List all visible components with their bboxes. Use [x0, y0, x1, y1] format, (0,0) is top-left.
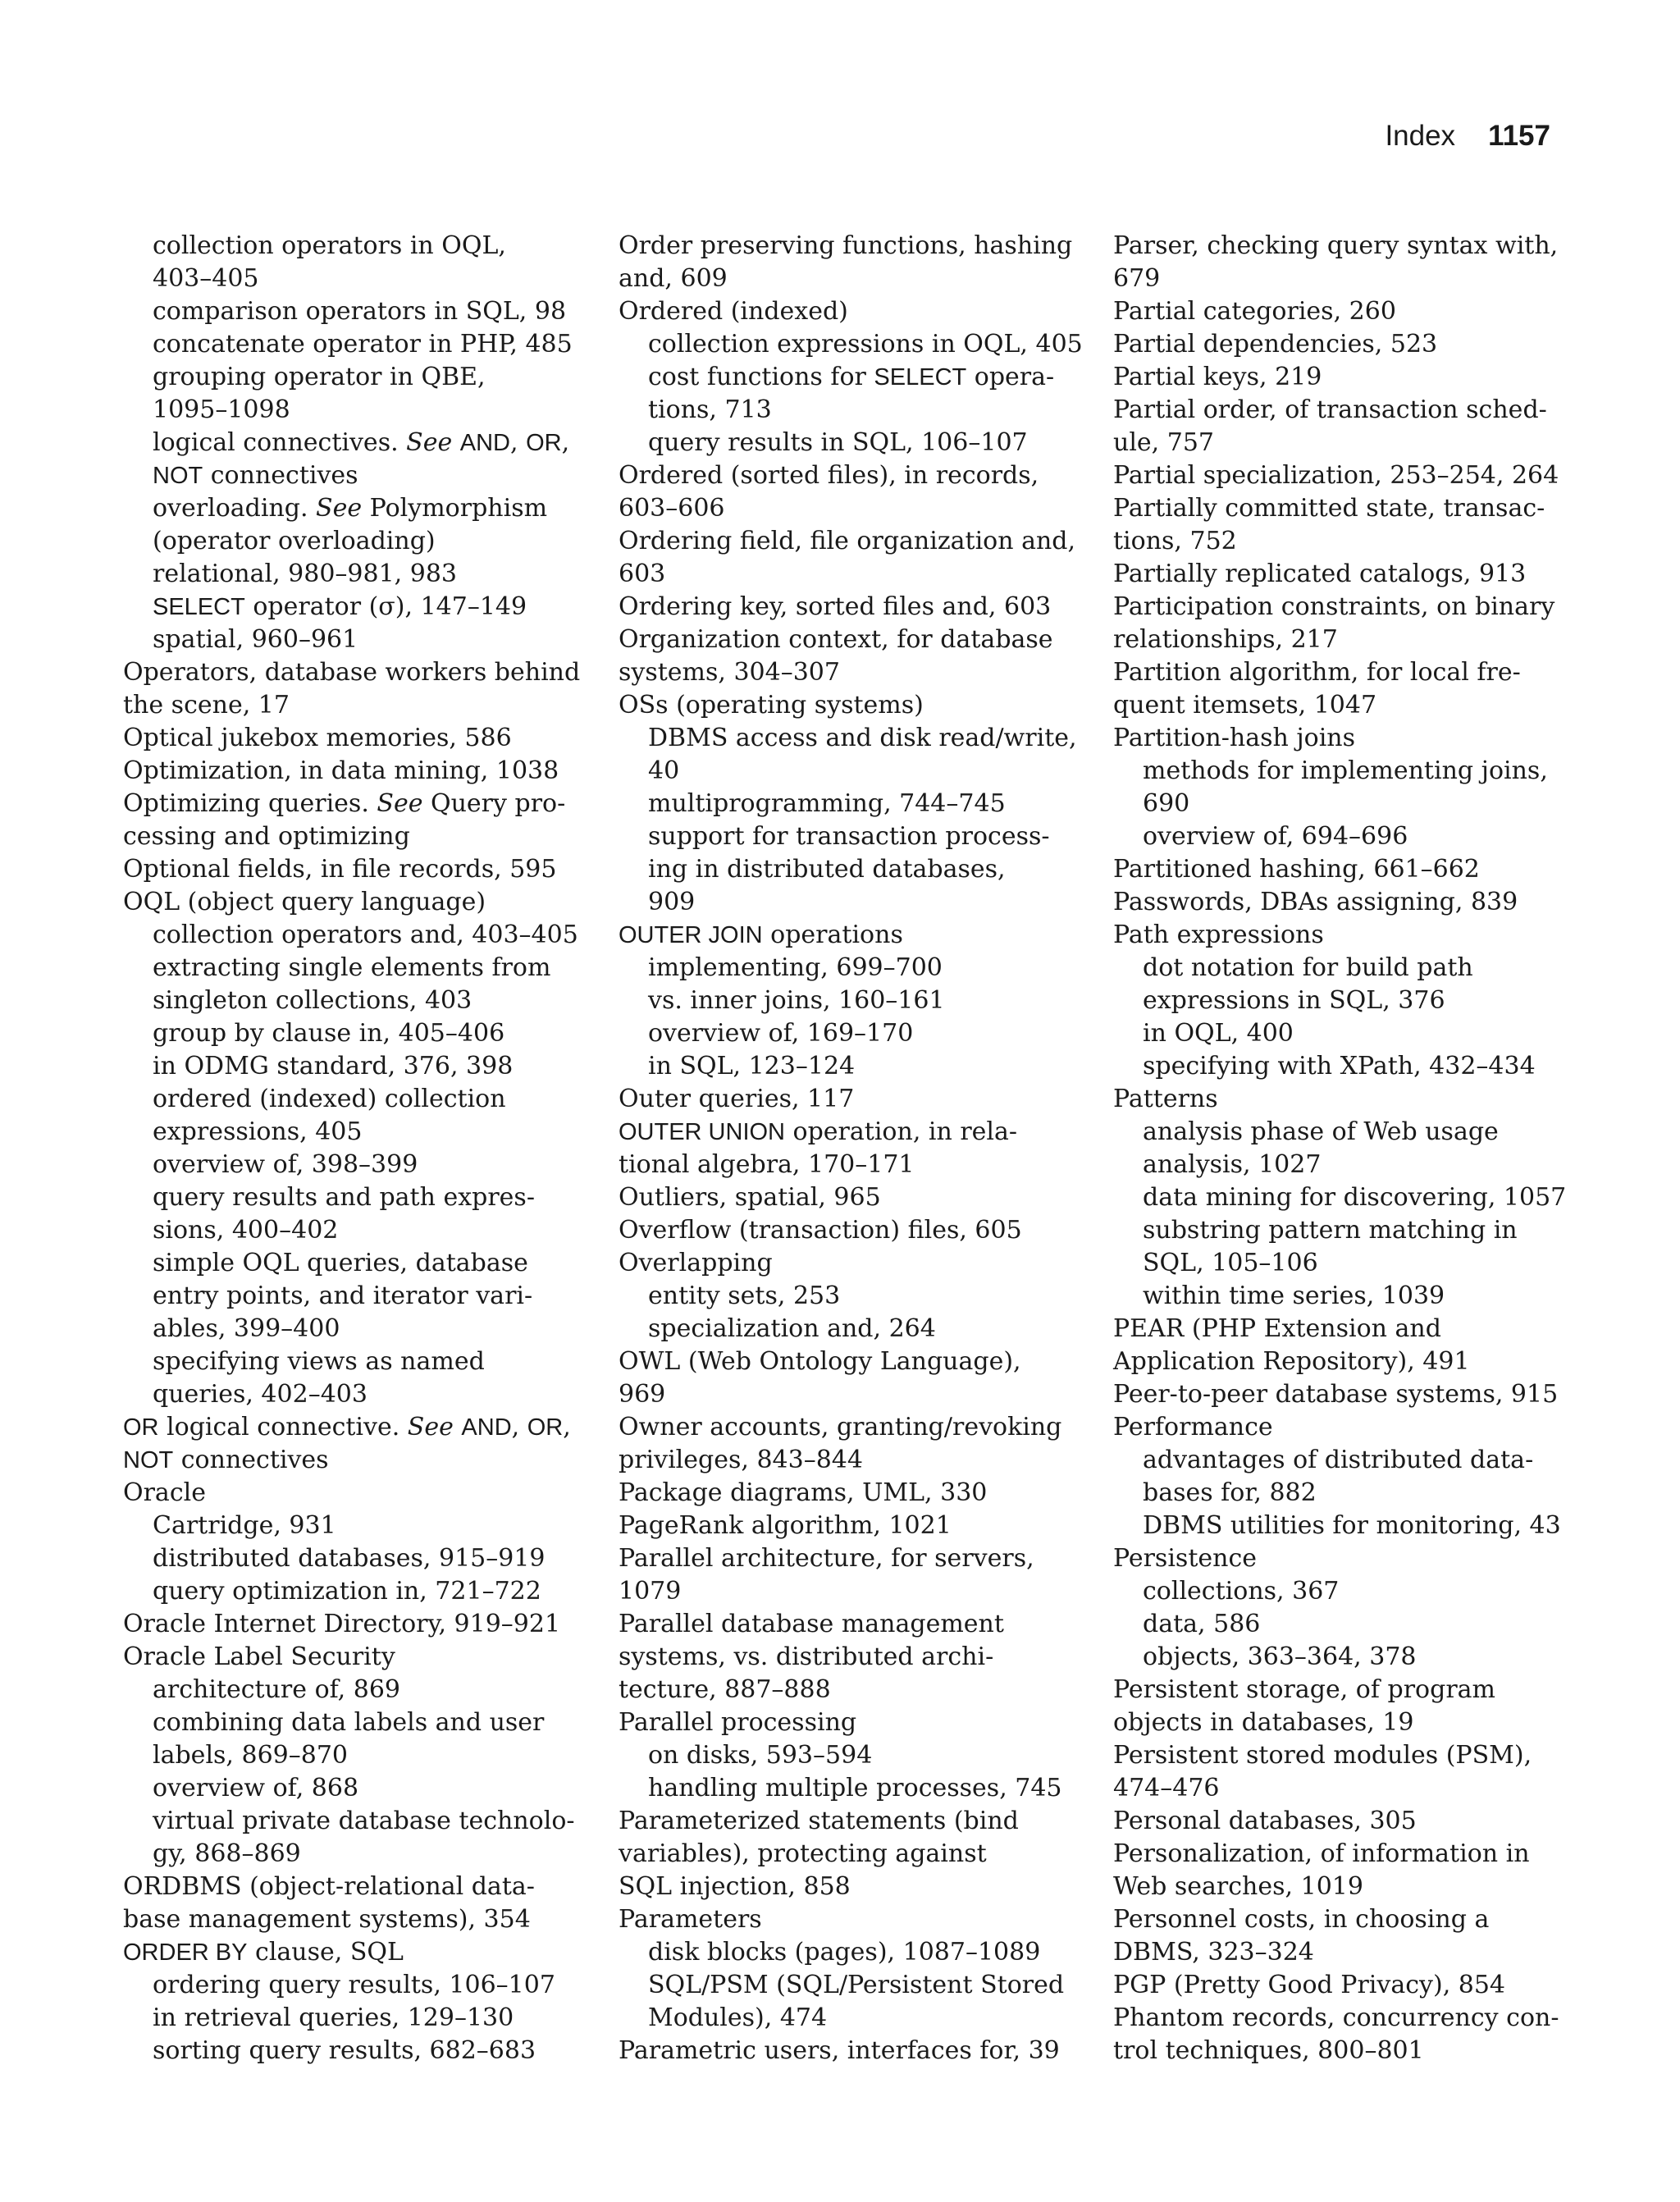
- index-entry: [1113, 1411, 1566, 1444]
- index-entry: [1113, 1378, 1566, 1411]
- index-entry-line: entry points, and iterator vari-: [153, 1281, 533, 1310]
- index-entry-line: OQL (object query language): [123, 888, 486, 916]
- index-entry-line: Ordered (sorted files), in records,: [619, 461, 1039, 490]
- index-entry-line: Partial keys, 219: [1113, 363, 1322, 391]
- index-entry-line: 603: [619, 560, 666, 588]
- index-entry: [1113, 230, 1566, 295]
- index-entry-line: systems, vs. distributed archi-: [619, 1642, 994, 1671]
- index-entry-line: Ordering field, file organization and,: [619, 527, 1076, 555]
- index-entry-line: OR logical connective. See AND, OR,: [123, 1413, 571, 1441]
- index-subentry: [123, 492, 576, 558]
- index-subentry: [123, 230, 576, 295]
- index-entry-line: virtual private database technolo-: [153, 1807, 575, 1835]
- index-entry-line: Partially committed state, transac-: [1113, 494, 1545, 523]
- index-subentry: [619, 1280, 1071, 1313]
- index-entry-line: tions, 752: [1113, 527, 1237, 555]
- index-entry: [1113, 1313, 1566, 1378]
- index-subentry: [123, 591, 576, 624]
- index-entry-line: Partition-hash joins: [1113, 724, 1356, 752]
- index-entry-line: data, 586: [1143, 1610, 1261, 1638]
- index-entry: [619, 1247, 1071, 1280]
- index-entry: [123, 1608, 576, 1641]
- index-entry: [619, 1608, 1071, 1706]
- index-entry-line: Peer-to-peer database systems, 915: [1113, 1380, 1559, 1409]
- index-subentry: [619, 1739, 1071, 1772]
- index-subentry: [123, 1083, 576, 1149]
- index-entry-line: data mining for discovering, 1057: [1143, 1183, 1567, 1212]
- index-subentry: [1113, 1050, 1566, 1083]
- page-number: 1157: [1488, 120, 1550, 152]
- index-entry-line: in OQL, 400: [1143, 1019, 1294, 1048]
- index-entry-line: in retrieval queries, 129–130: [153, 2003, 514, 2032]
- index-subentry: [123, 427, 576, 492]
- index-entry-line: ule, 757: [1113, 428, 1215, 457]
- index-entry-line: OWL (Web Ontology Language),: [619, 1347, 1021, 1376]
- index-entry: [1113, 886, 1566, 919]
- index-entry-line: Modules), 474: [648, 2003, 828, 2032]
- index-column-middle: [619, 230, 1083, 2067]
- index-entry: [123, 788, 576, 853]
- index-entry: [123, 755, 576, 788]
- index-entry: [619, 591, 1071, 624]
- index-entry-line: Persistence: [1113, 1544, 1258, 1573]
- index-entry-line: dot notation for build path: [1143, 953, 1473, 982]
- running-head: [1385, 120, 1550, 153]
- index-entry-line: distributed databases, 915–919: [153, 1544, 546, 1573]
- index-subentry: [619, 1313, 1071, 1345]
- index-entry: [123, 722, 576, 755]
- index-entry-line: collection operators in OQL,: [153, 231, 506, 260]
- index-entry-line: gy, 868–869: [153, 1839, 301, 1868]
- index-entry-line: tecture, 887–888: [619, 1675, 831, 1704]
- index-entry-line: trol techniques, 800–801: [1113, 2036, 1424, 2065]
- index-entry-line: in ODMG standard, 376, 398: [153, 1052, 514, 1080]
- index-entry-line: specialization and, 264: [648, 1314, 936, 1343]
- index-entry-line: OSs (operating systems): [619, 691, 924, 720]
- index-subentry: [123, 919, 576, 952]
- index-entry-line: cessing and optimizing: [123, 822, 410, 851]
- index-entry-line: Parallel architecture, for servers,: [619, 1544, 1034, 1573]
- index-entry-line: Operators, database workers behind: [123, 658, 581, 687]
- index-entry-line: Oracle Internet Directory, 919–921: [123, 1610, 561, 1638]
- index-entry-line: Order preserving functions, hashing: [619, 231, 1073, 260]
- index-entry: [1113, 361, 1566, 394]
- index-subentry: [619, 788, 1071, 820]
- index-entry: [1113, 853, 1566, 886]
- index-entry-line: handling multiple processes, 745: [648, 1774, 1062, 1802]
- index-subentry: [123, 361, 576, 427]
- index-entry-line: Parameterized statements (bind: [619, 1807, 1019, 1835]
- index-entry-line: labels, 869–870: [153, 1741, 349, 1770]
- index-entry: [123, 1411, 576, 1477]
- index-entry-line: overview of, 868: [153, 1774, 359, 1802]
- index-entry-line: on disks, 593–594: [648, 1741, 873, 1770]
- index-subentry: [123, 1050, 576, 1083]
- index-entry-line: 474–476: [1113, 1774, 1220, 1802]
- index-entry-line: implementing, 699–700: [648, 953, 943, 982]
- index-entry-line: SQL/PSM (SQL/Persistent Stored: [648, 1971, 1065, 1999]
- running-head-section: Index: [1385, 120, 1456, 152]
- index-subentry: [1113, 1608, 1566, 1641]
- index-entry-line: overview of, 169–170: [648, 1019, 914, 1048]
- index-entry: [123, 1871, 576, 1936]
- index-entry-line: singleton collections, 403: [153, 986, 472, 1015]
- index-subentry: [123, 1247, 576, 1345]
- index-entry: [619, 1083, 1071, 1116]
- index-entry: [619, 459, 1071, 525]
- index-subentry: [619, 722, 1077, 788]
- index-entry-line: Personal databases, 305: [1113, 1807, 1417, 1835]
- index-subentry: [619, 1017, 1071, 1050]
- index-entry-line: bases for, 882: [1143, 1478, 1317, 1507]
- index-entry-line: Cartridge, 931: [153, 1511, 336, 1540]
- index-entry-line: base management systems), 354: [123, 1905, 531, 1934]
- index-subentry: [123, 558, 576, 591]
- index-entry-line: PEAR (PHP Extension and: [1113, 1314, 1441, 1343]
- index-entry: [619, 919, 1071, 952]
- index-entry-line: ing in distributed databases,: [648, 855, 1006, 884]
- index-entry-line: logical connectives. See AND, OR,: [153, 428, 570, 457]
- index-entry-line: Organization context, for database: [619, 625, 1053, 654]
- index-entry: [619, 1345, 1071, 1411]
- index-entry: [1113, 1903, 1566, 1969]
- index-entry-line: substring pattern matching in: [1143, 1216, 1518, 1245]
- index-subentry: [619, 1050, 1071, 1083]
- index-subentry: [619, 1936, 1071, 1969]
- index-entry-line: ables, 399–400: [153, 1314, 340, 1343]
- index-entry-line: objects in databases, 19: [1113, 1708, 1414, 1737]
- index-subentry: [123, 328, 576, 361]
- index-entry: [619, 1805, 1071, 1903]
- index-entry-line: multiprogramming, 744–745: [648, 789, 1006, 818]
- index-entry-line: Web searches, 1019: [1113, 1872, 1363, 1901]
- index-entry-line: privileges, 843–844: [619, 1446, 863, 1474]
- index-entry-line: Parallel processing: [619, 1708, 857, 1737]
- index-subentry: [123, 1542, 576, 1575]
- index-entry-line: Performance: [1113, 1413, 1273, 1441]
- index-entry-line: Participation constraints, on binary: [1113, 592, 1555, 621]
- index-subentry: [123, 1706, 576, 1772]
- index-entry: [1113, 459, 1566, 492]
- index-subentry: [1113, 1510, 1566, 1542]
- index-entry: [1113, 919, 1566, 952]
- index-entry: [1113, 722, 1566, 755]
- index-entry-line: Outliers, spatial, 965: [619, 1183, 881, 1212]
- index-entry: [123, 886, 576, 919]
- index-entry-line: Optimization, in data mining, 1038: [123, 756, 559, 785]
- index-entry-line: OUTER UNION operation, in rela-: [619, 1117, 1018, 1146]
- index-subentry: [123, 295, 576, 328]
- index-subentry: [619, 820, 1071, 919]
- index-entry: [123, 1936, 576, 1969]
- index-column-left: [123, 230, 581, 2067]
- index-subentry: [619, 328, 1083, 361]
- index-subentry: [1113, 1575, 1566, 1608]
- index-entry-line: Partial dependencies, 523: [1113, 330, 1438, 359]
- index-entry-line: Personnel costs, in choosing a: [1113, 1905, 1490, 1934]
- index-entry-line: the scene, 17: [123, 691, 290, 720]
- index-entry: [1113, 656, 1566, 722]
- index-entry-line: sorting query results, 682–683: [153, 2036, 536, 2065]
- index-entry: [619, 2035, 1071, 2067]
- index-entry: [1113, 1739, 1566, 1805]
- index-entry-line: Parser, checking query syntax with,: [1113, 231, 1559, 260]
- index-subentry: [123, 1575, 576, 1608]
- index-entry-line: concatenate operator in PHP, 485: [153, 330, 573, 359]
- index-entry-line: overview of, 398–399: [153, 1150, 418, 1179]
- index-entry-line: Oracle: [123, 1478, 206, 1507]
- index-entry-line: 679: [1113, 264, 1161, 293]
- index-entry-line: 969: [619, 1380, 666, 1409]
- index-entry-line: specifying with XPath, 432–434: [1143, 1052, 1536, 1080]
- index-entry-line: Application Repository), 491: [1113, 1347, 1470, 1376]
- index-entry: [1113, 492, 1566, 558]
- index-entry-line: Overflow (transaction) files, 605: [619, 1216, 1022, 1245]
- index-subentry: [123, 1772, 576, 1805]
- index-entry-line: 909: [648, 888, 696, 916]
- index-entry-line: 690: [1143, 789, 1190, 818]
- index-entry: [1113, 2002, 1566, 2067]
- index-entry-line: Ordering key, sorted files and, 603: [619, 592, 1052, 621]
- index-subentry: [1113, 820, 1566, 853]
- index-entry-line: ORDER BY clause, SQL: [123, 1938, 404, 1967]
- index-entry-line: tions, 713: [648, 395, 772, 424]
- index-subentry: [619, 1772, 1071, 1805]
- index-subentry: [1113, 1116, 1566, 1181]
- index-subentry: [123, 1345, 576, 1411]
- index-entry-line: DBMS access and disk read/write,: [648, 724, 1077, 752]
- index-entry-line: extracting single elements from: [153, 953, 551, 982]
- index-entry: [619, 1542, 1071, 1608]
- index-entry: [1113, 394, 1566, 459]
- index-entry-line: tional algebra, 170–171: [619, 1150, 915, 1179]
- index-entry-line: spatial, 960–961: [153, 625, 358, 654]
- index-entry: [619, 689, 1071, 722]
- index-subentry: [1113, 1641, 1566, 1674]
- index-entry-line: group by clause in, 405–406: [153, 1019, 505, 1048]
- index-entry-line: ordered (indexed) collection: [153, 1085, 506, 1113]
- index-entry-line: comparison operators in SQL, 98: [153, 297, 567, 326]
- index-entry-line: Personalization, of information in: [1113, 1839, 1530, 1868]
- index-entry-line: queries, 402–403: [153, 1380, 368, 1409]
- index-entry-line: disk blocks (pages), 1087–1089: [648, 1938, 1041, 1967]
- index-entry-line: PageRank algorithm, 1021: [619, 1511, 952, 1540]
- index-entry: [619, 1903, 1071, 1936]
- index-entry-line: analysis phase of Web usage: [1143, 1117, 1499, 1146]
- index-entry-line: quent itemsets, 1047: [1113, 691, 1377, 720]
- index-subentry: [1113, 1280, 1566, 1313]
- index-entry-line: Partial specialization, 253–254, 264: [1113, 461, 1559, 490]
- index-entry: [123, 1477, 576, 1510]
- index-column-right: [1113, 230, 1566, 2067]
- index-entry-line: Path expressions: [1113, 921, 1324, 949]
- index-subentry: [123, 1510, 576, 1542]
- index-entry-line: Parametric users, interfaces for, 39: [619, 2036, 1060, 2065]
- index-entry: [123, 853, 576, 886]
- index-entry: [123, 1641, 576, 1674]
- index-entry-line: query results and path expres-: [153, 1183, 535, 1212]
- index-subentry: [1113, 1181, 1566, 1214]
- index-entry-line: objects, 363–364, 378: [1143, 1642, 1417, 1671]
- index-subentry: [1113, 755, 1566, 820]
- index-entry-line: Patterns: [1113, 1085, 1218, 1113]
- index-subentry: [123, 1149, 576, 1181]
- index-entry-line: expressions in SQL, 376: [1143, 986, 1445, 1015]
- index-subentry: [123, 1017, 576, 1050]
- index-entry-line: specifying views as named: [153, 1347, 485, 1376]
- index-entry: [619, 1181, 1071, 1214]
- index-entry-line: 603–606: [619, 494, 725, 523]
- index-entry-line: analysis, 1027: [1143, 1150, 1322, 1179]
- index-entry-line: OUTER JOIN operations: [619, 921, 903, 949]
- index-entry-line: 1095–1098: [153, 395, 290, 424]
- index-subentry: [1113, 1214, 1566, 1280]
- index-entry-line: Parameters: [619, 1905, 762, 1934]
- index-entry: [1113, 1805, 1566, 1838]
- index-entry-line: variables), protecting against: [619, 1839, 987, 1868]
- index-subentry: [619, 427, 1071, 459]
- index-entry-line: Parallel database management: [619, 1610, 1004, 1638]
- index-entry-line: support for transaction process-: [648, 822, 1050, 851]
- index-entry-line: ordering query results, 106–107: [153, 1971, 555, 1999]
- index-entry-line: SQL, 105–106: [1143, 1249, 1318, 1277]
- index-subentry: [123, 624, 576, 656]
- index-entry-line: collection expressions in OQL, 405: [648, 330, 1083, 359]
- index-entry-line: sions, 400–402: [153, 1216, 339, 1245]
- index-entry: [619, 1477, 1071, 1510]
- index-entry-line: advantages of distributed data-: [1143, 1446, 1534, 1474]
- index-entry-line: collection operators and, 403–405: [153, 921, 578, 949]
- index-entry-line: Overlapping: [619, 1249, 773, 1277]
- index-entry-line: relational, 980–981, 983: [153, 560, 458, 588]
- index-subentry: [1113, 1017, 1566, 1050]
- index-entry-line: Passwords, DBAs assigning, 839: [1113, 888, 1518, 916]
- index-entry-line: query optimization in, 721–722: [153, 1577, 541, 1606]
- index-subentry: [619, 952, 1071, 985]
- index-entry-line: Partial order, of transaction sched-: [1113, 395, 1547, 424]
- index-entry: [619, 230, 1071, 295]
- index-subentry: [123, 1181, 576, 1247]
- index-entry-line: relationships, 217: [1113, 625, 1338, 654]
- index-subentry: [123, 1805, 576, 1871]
- index-entry: [1113, 591, 1566, 656]
- index-entry-line: Owner accounts, granting/revoking: [619, 1413, 1062, 1441]
- index-subentry: [123, 2035, 576, 2067]
- index-subentry: [1113, 952, 1566, 1017]
- index-entry-line: Partitioned hashing, 661–662: [1113, 855, 1480, 884]
- index-entry-line: Partially replicated catalogs, 913: [1113, 560, 1527, 588]
- index-entry-line: Package diagrams, UML, 330: [619, 1478, 988, 1507]
- index-entry-line: systems, 304–307: [619, 658, 840, 687]
- index-entry-line: overloading. See Polymorphism: [153, 494, 548, 523]
- index-entry-line: Persistent storage, of program: [1113, 1675, 1495, 1704]
- index-entry: [619, 1116, 1071, 1181]
- index-entry-line: DBMS, 323–324: [1113, 1938, 1314, 1967]
- index-entry-line: (operator overloading): [153, 527, 436, 555]
- index-entry-line: DBMS utilities for monitoring, 43: [1143, 1511, 1561, 1540]
- index-subentry: [123, 952, 576, 1017]
- index-entry-line: NOT connectives: [153, 461, 358, 490]
- index-subentry: [123, 2002, 576, 2035]
- index-subentry: [123, 1674, 576, 1706]
- index-entry: [619, 1510, 1071, 1542]
- index-entry: [1113, 1969, 1566, 2002]
- index-entry: [123, 656, 581, 722]
- index-entry-line: SELECT operator (σ), 147–149: [153, 592, 527, 621]
- index-entry: [619, 1214, 1071, 1247]
- index-subentry: [123, 1969, 576, 2002]
- index-entry: [619, 295, 1071, 328]
- index-entry-line: methods for implementing joins,: [1143, 756, 1548, 785]
- index-entry-line: and, 609: [619, 264, 728, 293]
- index-entry-line: architecture of, 869: [153, 1675, 400, 1704]
- index-entry-line: Optical jukebox memories, 586: [123, 724, 512, 752]
- index-entry-line: Persistent stored modules (PSM),: [1113, 1741, 1532, 1770]
- index-entry: [1113, 295, 1566, 328]
- index-entry-line: Ordered (indexed): [619, 297, 848, 326]
- index-entry-line: Partition algorithm, for local fre-: [1113, 658, 1521, 687]
- index-entry: [1113, 1083, 1566, 1116]
- index-entry-line: Phantom records, concurrency con-: [1113, 2003, 1559, 2032]
- index-entry-line: cost functions for SELECT opera-: [648, 363, 1055, 391]
- index-entry-line: ORDBMS (object-relational data-: [123, 1872, 535, 1901]
- index-entry-line: combining data labels and user: [153, 1708, 545, 1737]
- index-entry-line: Optional fields, in file records, 595: [123, 855, 557, 884]
- index-entry-line: Oracle Label Security: [123, 1642, 395, 1671]
- index-entry: [1113, 1542, 1566, 1575]
- index-entry-line: expressions, 405: [153, 1117, 363, 1146]
- index-entry-line: entity sets, 253: [648, 1281, 841, 1310]
- index-entry-line: Optimizing queries. See Query pro-: [123, 789, 566, 818]
- index-entry-line: in SQL, 123–124: [648, 1052, 856, 1080]
- index-subentry: [619, 1969, 1071, 2035]
- index-entry: [619, 1411, 1071, 1477]
- index-entry-line: simple OQL queries, database: [153, 1249, 528, 1277]
- index-entry: [1113, 328, 1566, 361]
- index-entry-line: grouping operator in QBE,: [153, 363, 486, 391]
- index-entry-line: 1079: [619, 1577, 682, 1606]
- index-entry: [1113, 1838, 1566, 1903]
- index-entry-line: Partial categories, 260: [1113, 297, 1396, 326]
- index-entry-line: query results in SQL, 106–107: [648, 428, 1028, 457]
- index-subentry: [1113, 1444, 1566, 1510]
- index-entry-line: SQL injection, 858: [619, 1872, 851, 1901]
- index-entry-line: within time series, 1039: [1143, 1281, 1445, 1310]
- index-entry: [1113, 1674, 1566, 1739]
- index-subentry: [619, 361, 1071, 427]
- index-entry: [619, 1706, 1071, 1739]
- index-entry-line: vs. inner joins, 160–161: [648, 986, 945, 1015]
- index-entry-line: overview of, 694–696: [1143, 822, 1408, 851]
- index-subentry: [619, 985, 1071, 1017]
- index-entry-line: 403–405: [153, 264, 259, 293]
- index-entry: [619, 525, 1076, 591]
- index-entry-line: NOT connectives: [123, 1446, 329, 1474]
- index-entry: [1113, 558, 1566, 591]
- index-entry-line: 40: [648, 756, 680, 785]
- index-entry-line: PGP (Pretty Good Privacy), 854: [1113, 1971, 1506, 1999]
- index-entry-line: collections, 367: [1143, 1577, 1340, 1606]
- index-entry-line: Outer queries, 117: [619, 1085, 855, 1113]
- index-entry: [619, 624, 1071, 689]
